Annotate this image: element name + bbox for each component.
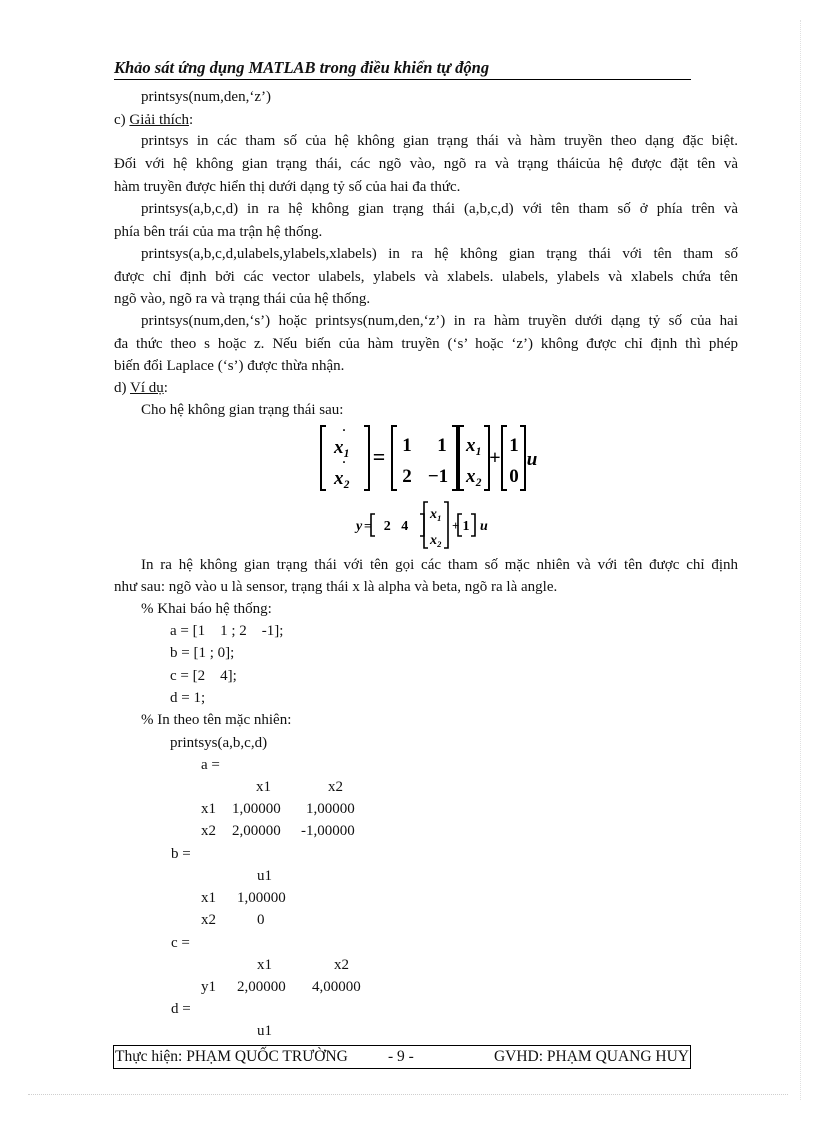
B-1: 1	[509, 435, 519, 456]
svg-text:+: +	[489, 447, 501, 469]
code-comment: % In theo tên mặc nhiên:	[141, 712, 292, 728]
x-2: x₂	[465, 466, 483, 487]
paragraph-line: Cho hệ không gian trạng thái sau:	[141, 402, 344, 418]
out-x2: x₂	[430, 533, 442, 548]
code-line: c = [2 4];	[170, 668, 237, 684]
section-heading-c: c) Giải thích:	[114, 112, 194, 128]
code-line: printsys(num,den,‘z’)	[141, 89, 271, 105]
B-2: 0	[509, 466, 519, 487]
paragraph-line: được chỉ định bởi các vector ulabels, ylabels và xlabels. ulabels, ylabels và xlabels chứa tên	[114, 269, 738, 285]
page-number: - 9 -	[388, 1048, 414, 1065]
code-line: a = [1 1 ; 2 -1];	[170, 623, 284, 639]
output-a-cell: 1,00000	[306, 801, 355, 817]
paragraph-line: printsys(a,b,c,d) in ra hệ không gian trạng thái (a,b,c,d) với tên tham số ở phía trên và	[141, 201, 738, 217]
output-d-col: u1	[257, 1023, 272, 1039]
A-11: 1	[402, 435, 412, 456]
lhs-x2: x₂	[333, 468, 351, 489]
output-a-cell: 1,00000	[232, 801, 281, 817]
output-c-cell: 4,00000	[312, 979, 361, 995]
output-a-rowname: x2	[201, 823, 216, 839]
output-a-rowname: x1	[201, 801, 216, 817]
paragraph-line: printsys in các tham số của hệ không gian trạng thái và hàm truyền theo dạng đặc biệt.	[141, 133, 738, 149]
footer-author: Thực hiện: PHẠM QUỐC TRƯỜNG	[115, 1048, 348, 1065]
output-a-cell: -1,00000	[301, 823, 355, 839]
output-a-col: x1	[256, 779, 271, 795]
output-c-rowname: y1	[201, 979, 216, 995]
paragraph-line: hàm truyền được hiển thị dưới dạng tỷ số của hai đa thức.	[114, 179, 461, 195]
paragraph-line: ngõ vào, ngõ ra và trạng thái của hệ thống.	[114, 291, 371, 307]
code-line: d = 1;	[170, 690, 206, 706]
input-u: u	[526, 449, 538, 470]
output-b-label: b =	[171, 846, 191, 862]
out-x1: x₁	[430, 507, 442, 522]
output-c-col: x2	[334, 957, 349, 973]
output-y: y	[356, 519, 363, 534]
code-line: printsys(a,b,c,d)	[170, 735, 268, 751]
A-12: 1	[437, 435, 447, 456]
output-a-label: a =	[201, 757, 220, 773]
page-edge-column	[800, 20, 801, 1100]
output-b-cell: 1,00000	[237, 890, 286, 906]
paragraph-line: Đối với hệ không gian trạng thái, các ngõ vào, ngõ ra và trạng tháicủa hệ được đặt tên và	[114, 156, 738, 172]
D-val: 1	[462, 519, 470, 534]
state-equation	[318, 422, 540, 494]
output-c-col: x1	[257, 957, 272, 973]
paragraph-line: phía bên trái của ma trận hệ thống.	[114, 224, 323, 240]
page-edge-line	[28, 1094, 788, 1095]
lhs-x1: x₁	[333, 437, 351, 458]
svg-text:·: ·	[341, 423, 347, 437]
svg-text:·: ·	[341, 455, 347, 469]
paragraph-line: đa thức theo s hoặc z. Nếu biến của hàm truyền (‘s’ hoặc ‘z’) không được chỉ định thì phép	[114, 336, 738, 352]
output-c-cell: 2,00000	[237, 979, 286, 995]
A-22: −1	[427, 466, 449, 487]
paragraph-line: như sau: ngõ vào u là sensor, trạng thái x là alpha và beta, ngõ ra là angle.	[114, 579, 558, 595]
C-row: 2 4	[383, 519, 409, 534]
svg-text:+: +	[452, 518, 460, 533]
paragraph-line: biến đổi Laplace (‘s’) được thừa nhận.	[114, 358, 345, 374]
out-u: u	[480, 519, 488, 534]
output-b-col: u1	[257, 868, 272, 884]
output-c-label: c =	[171, 935, 190, 951]
footer-advisor: GVHD: PHẠM QUANG HUY	[493, 1048, 689, 1065]
output-equation	[352, 500, 504, 550]
output-b-rowname: x2	[201, 912, 216, 928]
output-b-cell: 0	[257, 912, 265, 928]
section-heading-d: d) Ví dụ:	[114, 380, 168, 396]
output-b-rowname: x1	[201, 890, 216, 906]
code-comment: % Khai báo hệ thống:	[141, 601, 272, 617]
paragraph-line: In ra hệ không gian trạng thái với tên gọi các tham số mặc nhiên và với tên được chỉ định	[141, 557, 738, 573]
x-1: x₁	[465, 435, 483, 456]
running-header: Khảo sát ứng dụng MATLAB trong điều khiển tự động	[114, 58, 691, 80]
output-a-cell: 2,00000	[232, 823, 281, 839]
svg-text:=: =	[372, 444, 386, 469]
code-line: b = [1 ; 0];	[170, 645, 235, 661]
A-21: 2	[402, 466, 412, 487]
paragraph-line: printsys(num,den,‘s’) hoặc printsys(num,den,‘z’) in ra hàm truyền dưới dạng tỷ số của hai	[141, 313, 738, 329]
svg-text:=: =	[364, 518, 372, 533]
output-a-col: x2	[328, 779, 343, 795]
paragraph-line: printsys(a,b,c,d,ulabels,ylabels,xlabels) in ra hệ không gian trạng thái với tên tham số	[141, 246, 738, 262]
page-footer	[113, 1045, 691, 1069]
output-d-label: d =	[171, 1001, 191, 1017]
